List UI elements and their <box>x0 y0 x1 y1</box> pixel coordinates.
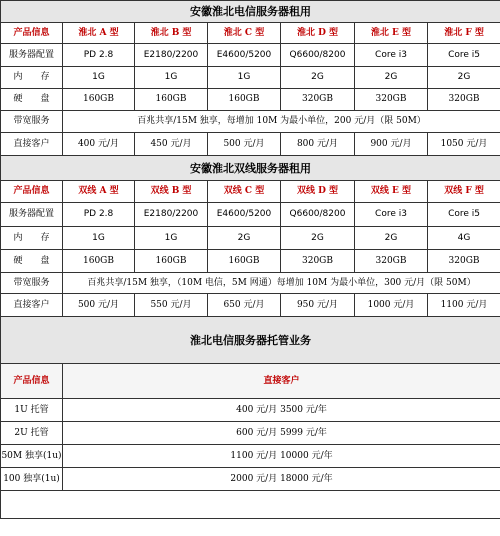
t1-row-bandwidth <box>1 111 500 133</box>
t1-head-1: 淮北 A 型 <box>63 23 135 44</box>
t1-price-c0: 400 元/月 <box>63 133 135 156</box>
t3-head-0: 产品信息 <box>1 364 63 399</box>
t1-row2-c2: 160GB <box>208 89 281 111</box>
t2-price-c1: 550 元/月 <box>135 294 208 317</box>
t2-price-c3: 950 元/月 <box>281 294 355 317</box>
t2-row1-label: 内 存 <box>1 227 63 250</box>
t1-price-c4: 900 元/月 <box>355 133 428 156</box>
t2-row2-c2: 160GB <box>208 250 281 273</box>
t2-header-row <box>1 181 500 203</box>
t3-row2-value: 1100 元/月 10000 元/年 <box>63 445 500 468</box>
t2-row0-label: 服务器配置 <box>1 203 63 227</box>
t1-row0-c2: E4600/5200 <box>208 44 281 67</box>
t2-price-c0: 500 元/月 <box>63 294 135 317</box>
t1-head-2: 淮北 B 型 <box>135 23 208 44</box>
t2-title: 安徽淮北双线服务器租用 <box>1 156 500 181</box>
t1-price-c5: 1050 元/月 <box>428 133 500 156</box>
t1-row2-c3: 320GB <box>281 89 355 111</box>
t2-price-c4: 1000 元/月 <box>355 294 428 317</box>
t1-row2-label: 硬 盘 <box>1 89 63 111</box>
t1-head-4: 淮北 D 型 <box>281 23 355 44</box>
t2-row2-c5: 320GB <box>428 250 500 273</box>
t2-head-4: 双线 D 型 <box>281 181 355 203</box>
t2-row1-c1: 1G <box>135 227 208 250</box>
t1-row-config <box>1 44 500 67</box>
t2-row-memory <box>1 227 500 250</box>
t2-row2-c0: 160GB <box>63 250 135 273</box>
t3-blank-row <box>1 491 500 519</box>
t2-head-0: 产品信息 <box>1 181 63 203</box>
t1-row-memory <box>1 67 500 89</box>
t2-row-bandwidth <box>1 273 500 294</box>
t2-head-5: 双线 E 型 <box>355 181 428 203</box>
t1-price-c3: 800 元/月 <box>281 133 355 156</box>
t2-row2-c1: 160GB <box>135 250 208 273</box>
t1-head-6: 淮北 F 型 <box>428 23 500 44</box>
t1-price-label: 直接客户 <box>1 133 63 156</box>
t1-row2-c4: 320GB <box>355 89 428 111</box>
t2-row1-c0: 1G <box>63 227 135 250</box>
t3-header-row <box>1 364 500 399</box>
t3-row-50m <box>1 445 500 468</box>
t2-head-6: 双线 F 型 <box>428 181 500 203</box>
t1-head-0: 产品信息 <box>1 23 63 44</box>
t1-row-price <box>1 133 500 156</box>
t3-row3-label: 100 独享(1u) <box>1 468 63 491</box>
t2-row1-c4: 2G <box>355 227 428 250</box>
t1-row0-label: 服务器配置 <box>1 44 63 67</box>
t1-row2-c0: 160GB <box>63 89 135 111</box>
t1-row0-c0: PD 2.8 <box>63 44 135 67</box>
t3-title-row <box>1 317 500 364</box>
t2-row0-c3: Q6600/8200 <box>281 203 355 227</box>
t2-row0-c4: Core i3 <box>355 203 428 227</box>
t1-row1-c3: 2G <box>281 67 355 89</box>
t2-row1-c2: 2G <box>208 227 281 250</box>
t1-row1-c0: 1G <box>63 67 135 89</box>
t2-price-c2: 650 元/月 <box>208 294 281 317</box>
t2-row0-c1: E2180/2200 <box>135 203 208 227</box>
t2-row0-c2: E4600/5200 <box>208 203 281 227</box>
t3-title: 淮北电信服务器托管业务 <box>1 317 500 364</box>
t2-title-row <box>1 156 500 181</box>
t1-header-row <box>1 23 500 44</box>
t1-bandwidth-label: 带宽服务 <box>1 111 63 133</box>
t1-row0-c3: Q6600/8200 <box>281 44 355 67</box>
t3-row2-label: 50M 独享(1u) <box>1 445 63 468</box>
t2-bandwidth-text: 百兆共享/15M 独享，（10M 电信，5M 网通）每增加 10M 为最小单位，300 元/月（限 50M） <box>63 273 500 294</box>
t1-bandwidth-text: 百兆共享/15M 独享，每增加 10M 为最小单位，200 元/月（限 50M） <box>63 111 500 133</box>
t2-head-3: 双线 C 型 <box>208 181 281 203</box>
t2-price-c5: 1100 元/月 <box>428 294 500 317</box>
t1-row1-c1: 1G <box>135 67 208 89</box>
t1-row1-c5: 2G <box>428 67 500 89</box>
t1-row1-c4: 2G <box>355 67 428 89</box>
t2-head-1: 双线 A 型 <box>63 181 135 203</box>
t2-row1-c5: 4G <box>428 227 500 250</box>
t1-title-row <box>1 1 500 23</box>
t1-head-5: 淮北 E 型 <box>355 23 428 44</box>
t2-row2-c3: 320GB <box>281 250 355 273</box>
blank-cell <box>1 491 500 519</box>
t1-row2-c1: 160GB <box>135 89 208 111</box>
t3-row0-label: 1U 托管 <box>1 399 63 422</box>
t1-row-disk <box>1 89 500 111</box>
t2-bandwidth-label: 带宽服务 <box>1 273 63 294</box>
t1-title: 安徽淮北电信服务器租用 <box>1 1 500 23</box>
t2-row0-c0: PD 2.8 <box>63 203 135 227</box>
t1-price-c2: 500 元/月 <box>208 133 281 156</box>
t1-row2-c5: 320GB <box>428 89 500 111</box>
t3-row1-label: 2U 托管 <box>1 422 63 445</box>
t2-row-price <box>1 294 500 317</box>
t2-row0-c5: Core i5 <box>428 203 500 227</box>
t1-row1-c2: 1G <box>208 67 281 89</box>
t1-price-c1: 450 元/月 <box>135 133 208 156</box>
t3-row1-value: 600 元/月 5999 元/年 <box>63 422 500 445</box>
t3-head-1: 直接客户 <box>63 364 500 399</box>
t3-row3-value: 2000 元/月 18000 元/年 <box>63 468 500 491</box>
t3-row0-value: 400 元/月 3500 元/年 <box>63 399 500 422</box>
t1-head-3: 淮北 C 型 <box>208 23 281 44</box>
t2-price-label: 直接客户 <box>1 294 63 317</box>
t2-row-config <box>1 203 500 227</box>
t2-row2-c4: 320GB <box>355 250 428 273</box>
t3-row-2u <box>1 422 500 445</box>
t1-row0-c5: Core i5 <box>428 44 500 67</box>
t1-row0-c4: Core i3 <box>355 44 428 67</box>
t2-row1-c3: 2G <box>281 227 355 250</box>
t3-row-100m <box>1 468 500 491</box>
t1-row0-c1: E2180/2200 <box>135 44 208 67</box>
t1-row1-label: 内 存 <box>1 67 63 89</box>
t3-row-1u <box>1 399 500 422</box>
t2-head-2: 双线 B 型 <box>135 181 208 203</box>
t2-row-disk <box>1 250 500 273</box>
t2-row2-label: 硬 盘 <box>1 250 63 273</box>
